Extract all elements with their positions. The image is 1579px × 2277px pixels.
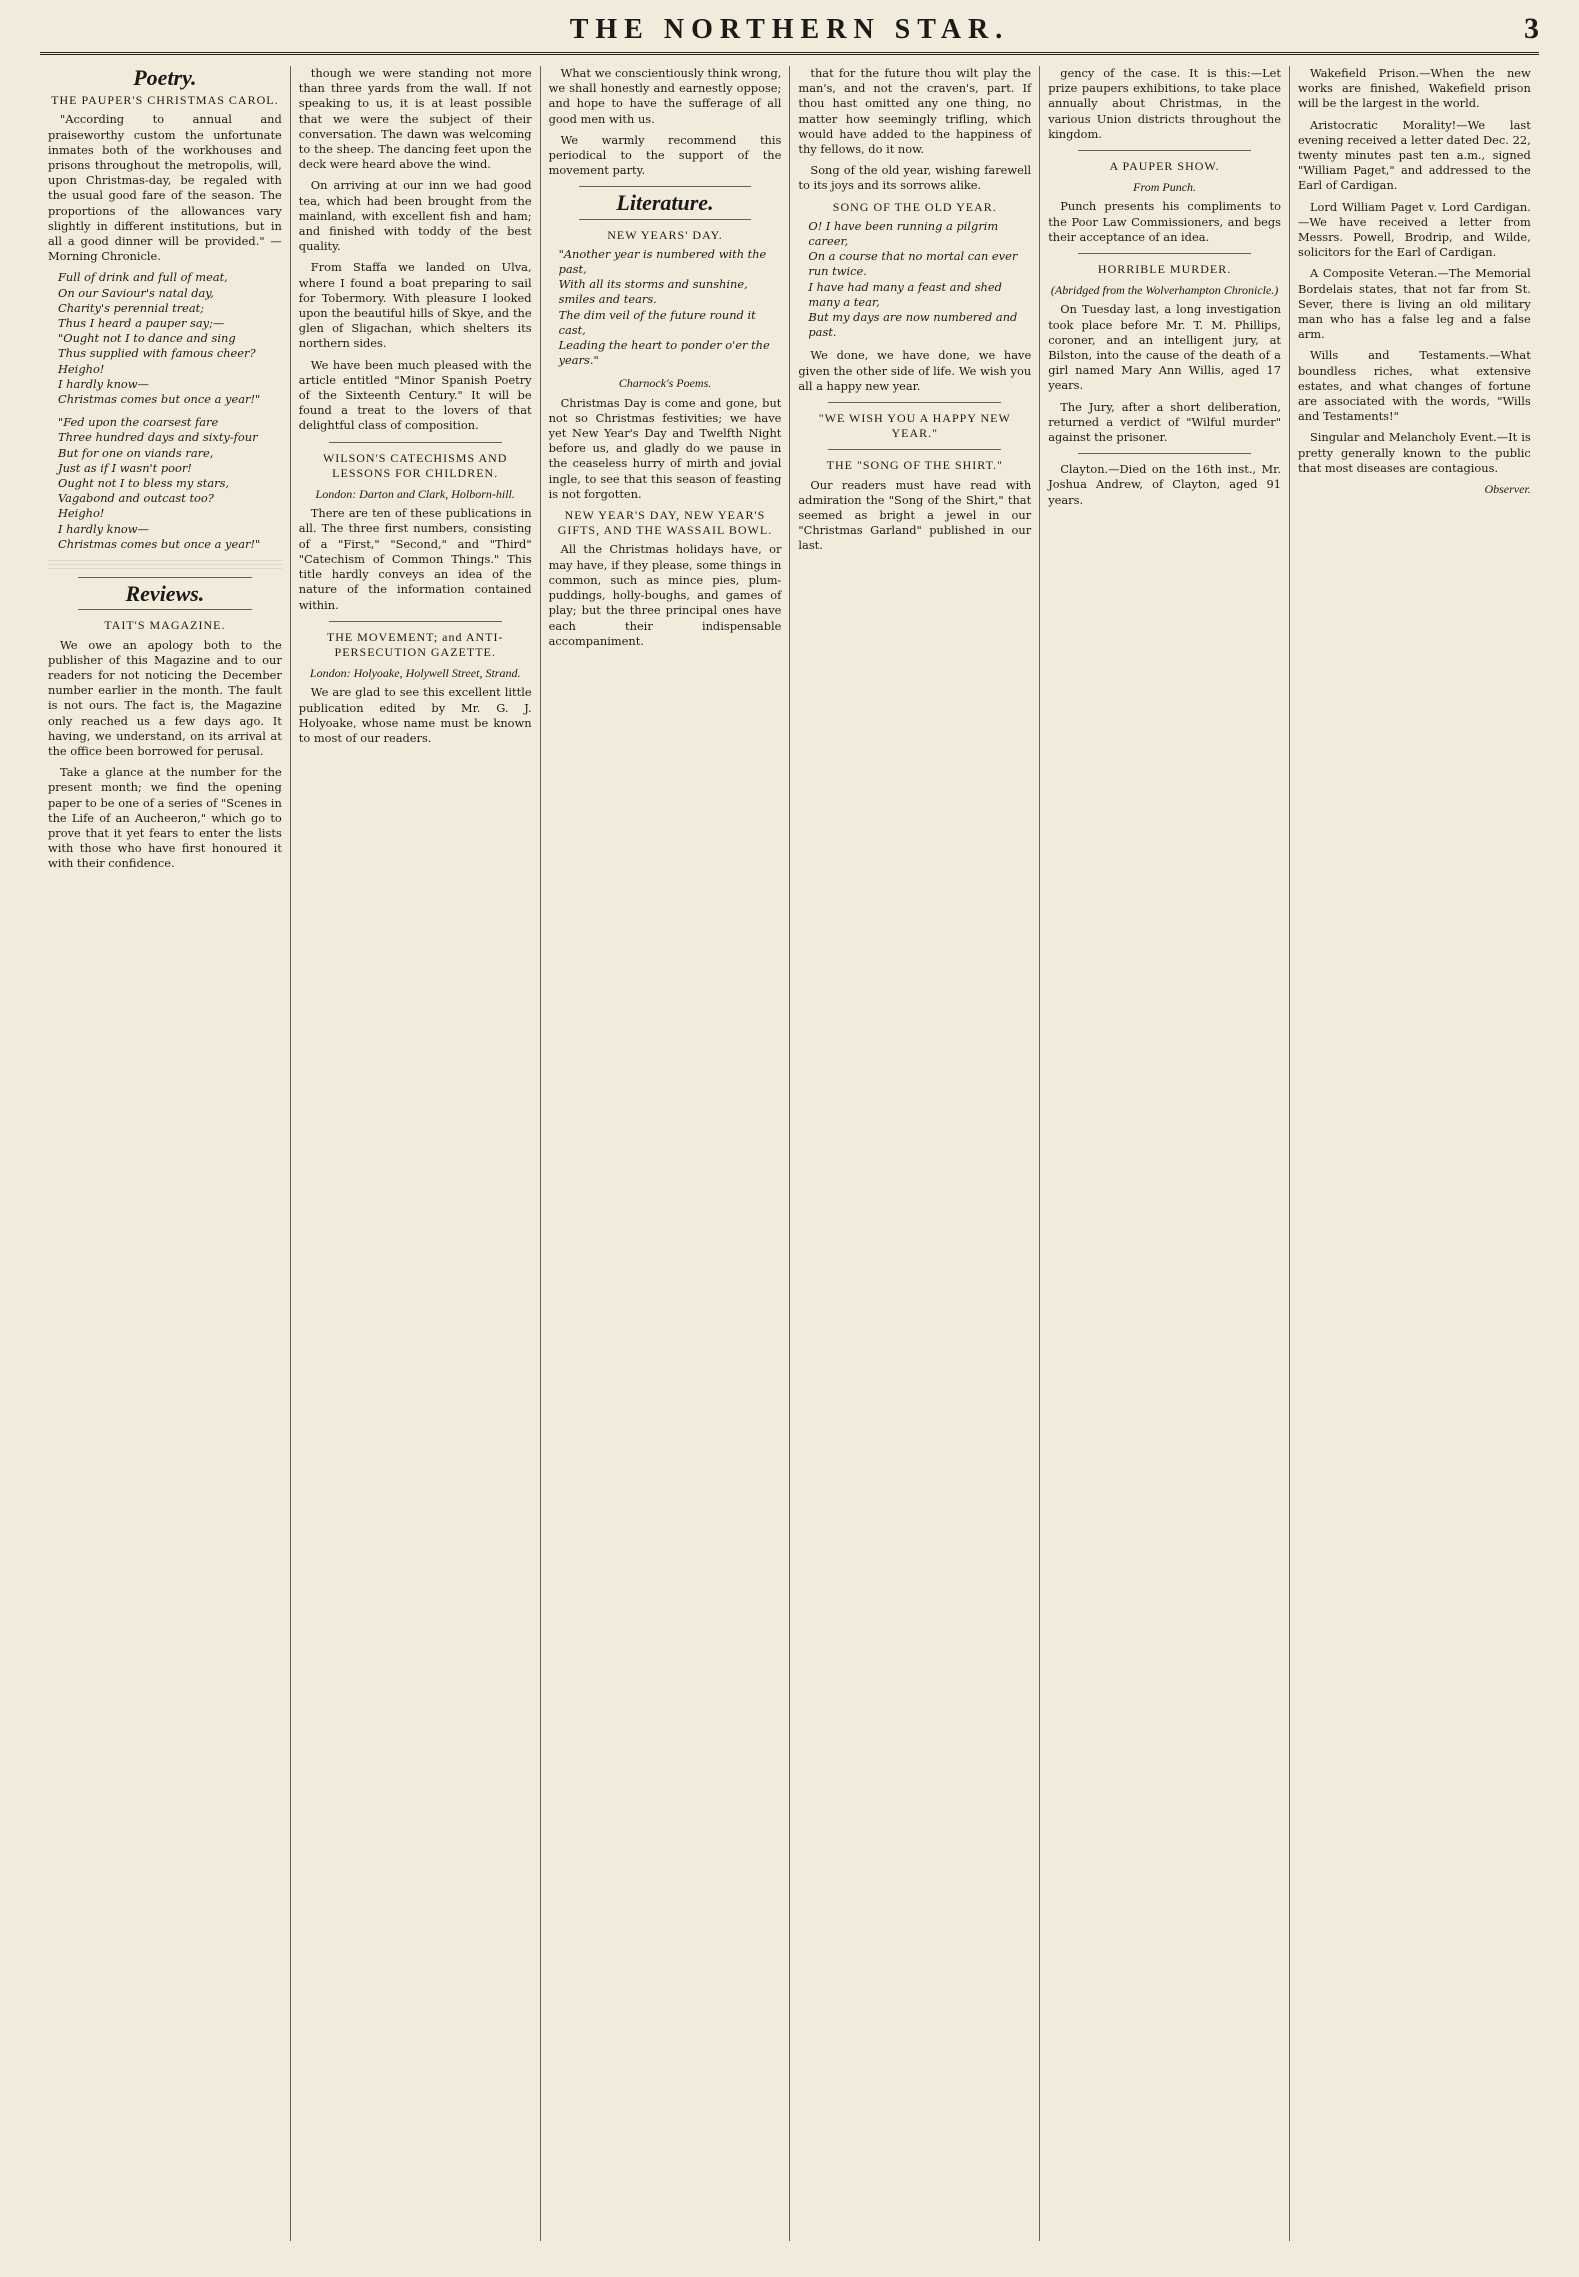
article-paragraph: What we conscientiously think wrong, we shall honestly and earnestly oppose; and hope to have the sufferage of all good men with us. [548, 66, 782, 126]
column-3 [540, 66, 790, 2241]
article-paragraph: Clayton.—Died on the 16th inst., Mr. Joshua Andrew, of Clayton, aged 91 years. [1048, 462, 1281, 507]
article-paragraph: There are ten of these publications in all. The three first numbers, consisting of a "First," "Second," and "Third" "Catechism of Common Things." This title hardly conveys an idea of the nature of the information contained within. [298, 506, 532, 612]
column-4 [789, 66, 1039, 2241]
article-paragraph: We warmly recommend this periodical to the support of the movement party. [548, 132, 782, 178]
section-heading-poetry: Poetry. [133, 66, 197, 90]
article-paragraph: Lord William Paget v. Lord Cardigan.—We have received a letter from Messrs. Powell, Brodrip, and Wilde, solicitors for the Earl of Cardigan. [1297, 199, 1531, 260]
masthead [40, 12, 1539, 55]
poem-verse: O! I have been running a pilgrim career, On a course that no mortal can ever run twice. I have had many a feast and shed many a tear, But my days are now numbered and past. [808, 218, 1018, 340]
article-title: A PAUPER SHOW. [1109, 159, 1220, 174]
article-paragraph: On Tuesday last, a long investigation took place before Mr. T. M. Phillips, coroner, and an intelligent jury, at Bilston, into the cause of the death of a girl named Mary Ann Willis, aged 17 years. [1048, 302, 1281, 393]
poem-title: NEW YEARS' DAY. [607, 227, 723, 242]
article-paragraph: From Staffa we landed on Ulva, where I found a boat preparing to sail for Tobermory. With pleasure I looked upon the beautiful hills of Skye, and the glen of Sligachan, which shelters its northern sides. [298, 260, 532, 351]
article-paragraph: Aristocratic Morality!—We last evening received a letter dated Dec. 22, twenty minutes past ten a.m., signed "William Paget," and addressed to the Earl of Cardigan. [1297, 117, 1531, 193]
poem-verse: Full of drink and full of meat, On our Saviour's natal day, Charity's perennial treat; Thus I heard a pauper say;— "Ought not I to dance and sing Thus supplied with famous cheer? Heigho! I hardly know— Christmas comes but once a year!" [58, 270, 261, 407]
article-subtitle: From Punch. [1133, 180, 1197, 195]
article-paragraph: Wills and Testaments.—What boundless riches, what extensive estates, and what changes of fortune are associated with the words, "Wills and Testaments!" [1297, 348, 1531, 424]
article-title: NEW YEAR'S DAY, NEW YEAR'S GIFTS, AND THE WASSAIL BOWL. [557, 508, 773, 538]
article-subtitle: (Abridged from the Wolverhampton Chronicle.) [1050, 283, 1279, 298]
article-paragraph: We done, we have done, we have given the other side of life. We wish you all a happy new year. [798, 348, 1032, 393]
column-2 [290, 66, 540, 2241]
article-paragraph: We are glad to see this excellent little publication edited by Mr. G. J. Holyoake, whose name must be known to most of our readers. [298, 685, 532, 745]
article-paragraph: Our readers must have read with admiration the "Song of the Shirt," that seemed as bright a jewel in our "Christmas Garland" published in our last. [798, 477, 1032, 553]
article-title: THE "SONG OF THE SHIRT." [826, 458, 1003, 473]
section-heading-literature: Literature. [616, 190, 714, 216]
article-subtitle: London: Darton and Clark, Holborn-hill. [315, 487, 515, 502]
article-title: THE MOVEMENT; and ANTI-PERSECUTION GAZETTE. [326, 629, 504, 659]
article-paragraph: gency of the case. It is this:—Let prize paupers exhibitions, to take place annually about Christmas, in the various Union districts throughout the kingdom. [1048, 66, 1281, 141]
article-paragraph: Song of the old year, wishing farewell to its joys and its sorrows alike. [798, 163, 1032, 193]
divider [828, 402, 1001, 403]
divider [579, 219, 752, 220]
article-title: WILSON'S CATECHISMS AND LESSONS FOR CHILDREN. [322, 450, 508, 480]
divider [579, 186, 752, 187]
divider [1078, 253, 1251, 254]
article-paragraph: On arriving at our inn we had good tea, which had been brought from the mainland, with excellent fish and ham; and finished with toddy of the best quality. [298, 178, 532, 254]
article-paragraph: Take a glance at the number for the present month; we find the opening paper to be one of a series of "Scenes in the Life of an Aucheeron," which go to prove that it yet fears to enter the lists with those who have first honoured it with their confidence. [48, 765, 282, 871]
section-heading-reviews: Reviews. [125, 581, 205, 607]
column-1 [40, 66, 290, 2241]
divider [1078, 453, 1251, 454]
article-paragraph: We owe an apology both to the publisher of this Magazine and to our readers for not noticing the December number earlier in the month. The fault is not ours. The fact is, the Magazine only reached us a few days ago. It having, we understand, on its arrival at the office been borrowed for perusal. [48, 637, 282, 758]
divider [329, 442, 502, 443]
column-6 [1289, 66, 1539, 2241]
article-signature: Observer. [1484, 482, 1531, 497]
article-paragraph: We have been much pleased with the article entitled "Minor Spanish Poetry of the Sixteenth Century." It will be found a treat to the lovers of that delightful class of composition. [298, 357, 532, 433]
text-continuation [48, 560, 282, 569]
article-columns [40, 66, 1539, 2241]
page-number: 3 [1524, 12, 1539, 45]
article-paragraph: that for the future thou wilt play the man's, and not the craven's, part. If thou hast omitted any one thing, no matter how seemingly trifling, which would have added to the happiness of thy fellows, do it now. [798, 66, 1032, 157]
article-paragraph: Punch presents his compliments to the Poor Law Commissioners, and begs their acceptance of an idea. [1048, 199, 1281, 244]
article-title: HORRIBLE MURDER. [1097, 262, 1232, 277]
article-title: TAIT'S MAGAZINE. [104, 618, 226, 633]
column-5 [1039, 66, 1289, 2241]
divider [78, 609, 252, 610]
newspaper-title: THE NORTHERN STAR. [569, 14, 1010, 45]
divider [1078, 150, 1251, 151]
article-paragraph: The Jury, after a short deliberation, returned a verdict of "Wilful murder" against the prisoner. [1048, 399, 1281, 445]
poem-verse: "Fed upon the coarsest fare Three hundred days and sixty-four But for one on viands rare, Just as if I wasn't poor! Ought not I to bless my stars, Vagabond and outcast too? Heigho! I hardly know— Christmas comes but once a year!" [58, 415, 261, 551]
article-paragraph: though we were standing not more than three yards from the wall. If not speaking to us, it is at least possible that we were the subject of their conversation. The dawn was welcoming to the sheep. The dancing feet upon the deck were heard above the wind. [298, 66, 532, 172]
article-paragraph: Singular and Melancholy Event.—It is pretty generally known to the public that most diseases are contagious. [1297, 430, 1531, 475]
divider [329, 621, 502, 622]
poem-title: THE PAUPER'S CHRISTMAS CAROL. [51, 93, 279, 108]
article-subtitle: London: Holyoake, Holywell Street, Strand. [309, 666, 521, 681]
poem-attribution: Charnock's Poems. [618, 376, 712, 391]
article-paragraph: A Composite Veteran.—The Memorial Bordelais states, that not far from St. Sever, there is living an old military man who has a false leg and a false arm. [1297, 266, 1531, 342]
poem-title: SONG OF THE OLD YEAR. [832, 199, 997, 214]
poem-verse: "Another year is numbered with the past, With all its storms and sunshine, smiles and tears. The dim veil of the future round it cast, Leading the heart to ponder o'er the years." [558, 246, 770, 368]
article-paragraph: Christmas Day is come and gone, but not so Christmas festivities; we have yet New Year's Day and Twelfth Night before us, and gladly do we pause in the ceaseless hurry of mirth and jovial ingle, to see that this season of feasting is not forgotten. [548, 395, 782, 501]
divider [78, 577, 252, 578]
article-paragraph: Wakefield Prison.—When the new works are finished, Wakefield prison will be the largest in the world. [1297, 66, 1531, 111]
poem-intro: "According to annual and praiseworthy custom the unfortunate inmates both of the workhouses and prisons throughout the metropolis, will, upon Christmas-day, be regaled with the usual good fare of the season. The proportions of the allowances vary slightly in different institutions, but in all a good dinner will be provided." — Morning Chronicle. [48, 112, 282, 264]
article-paragraph: All the Christmas holidays have, or may have, if they please, some things in common, such as mince pies, plum-puddings, holly-boughs, and games of play; but the three principal ones have each their indispensable accompaniment. [548, 542, 782, 648]
article-title: "WE WISH YOU A HAPPY NEW YEAR." [818, 411, 1011, 441]
divider [828, 449, 1001, 450]
